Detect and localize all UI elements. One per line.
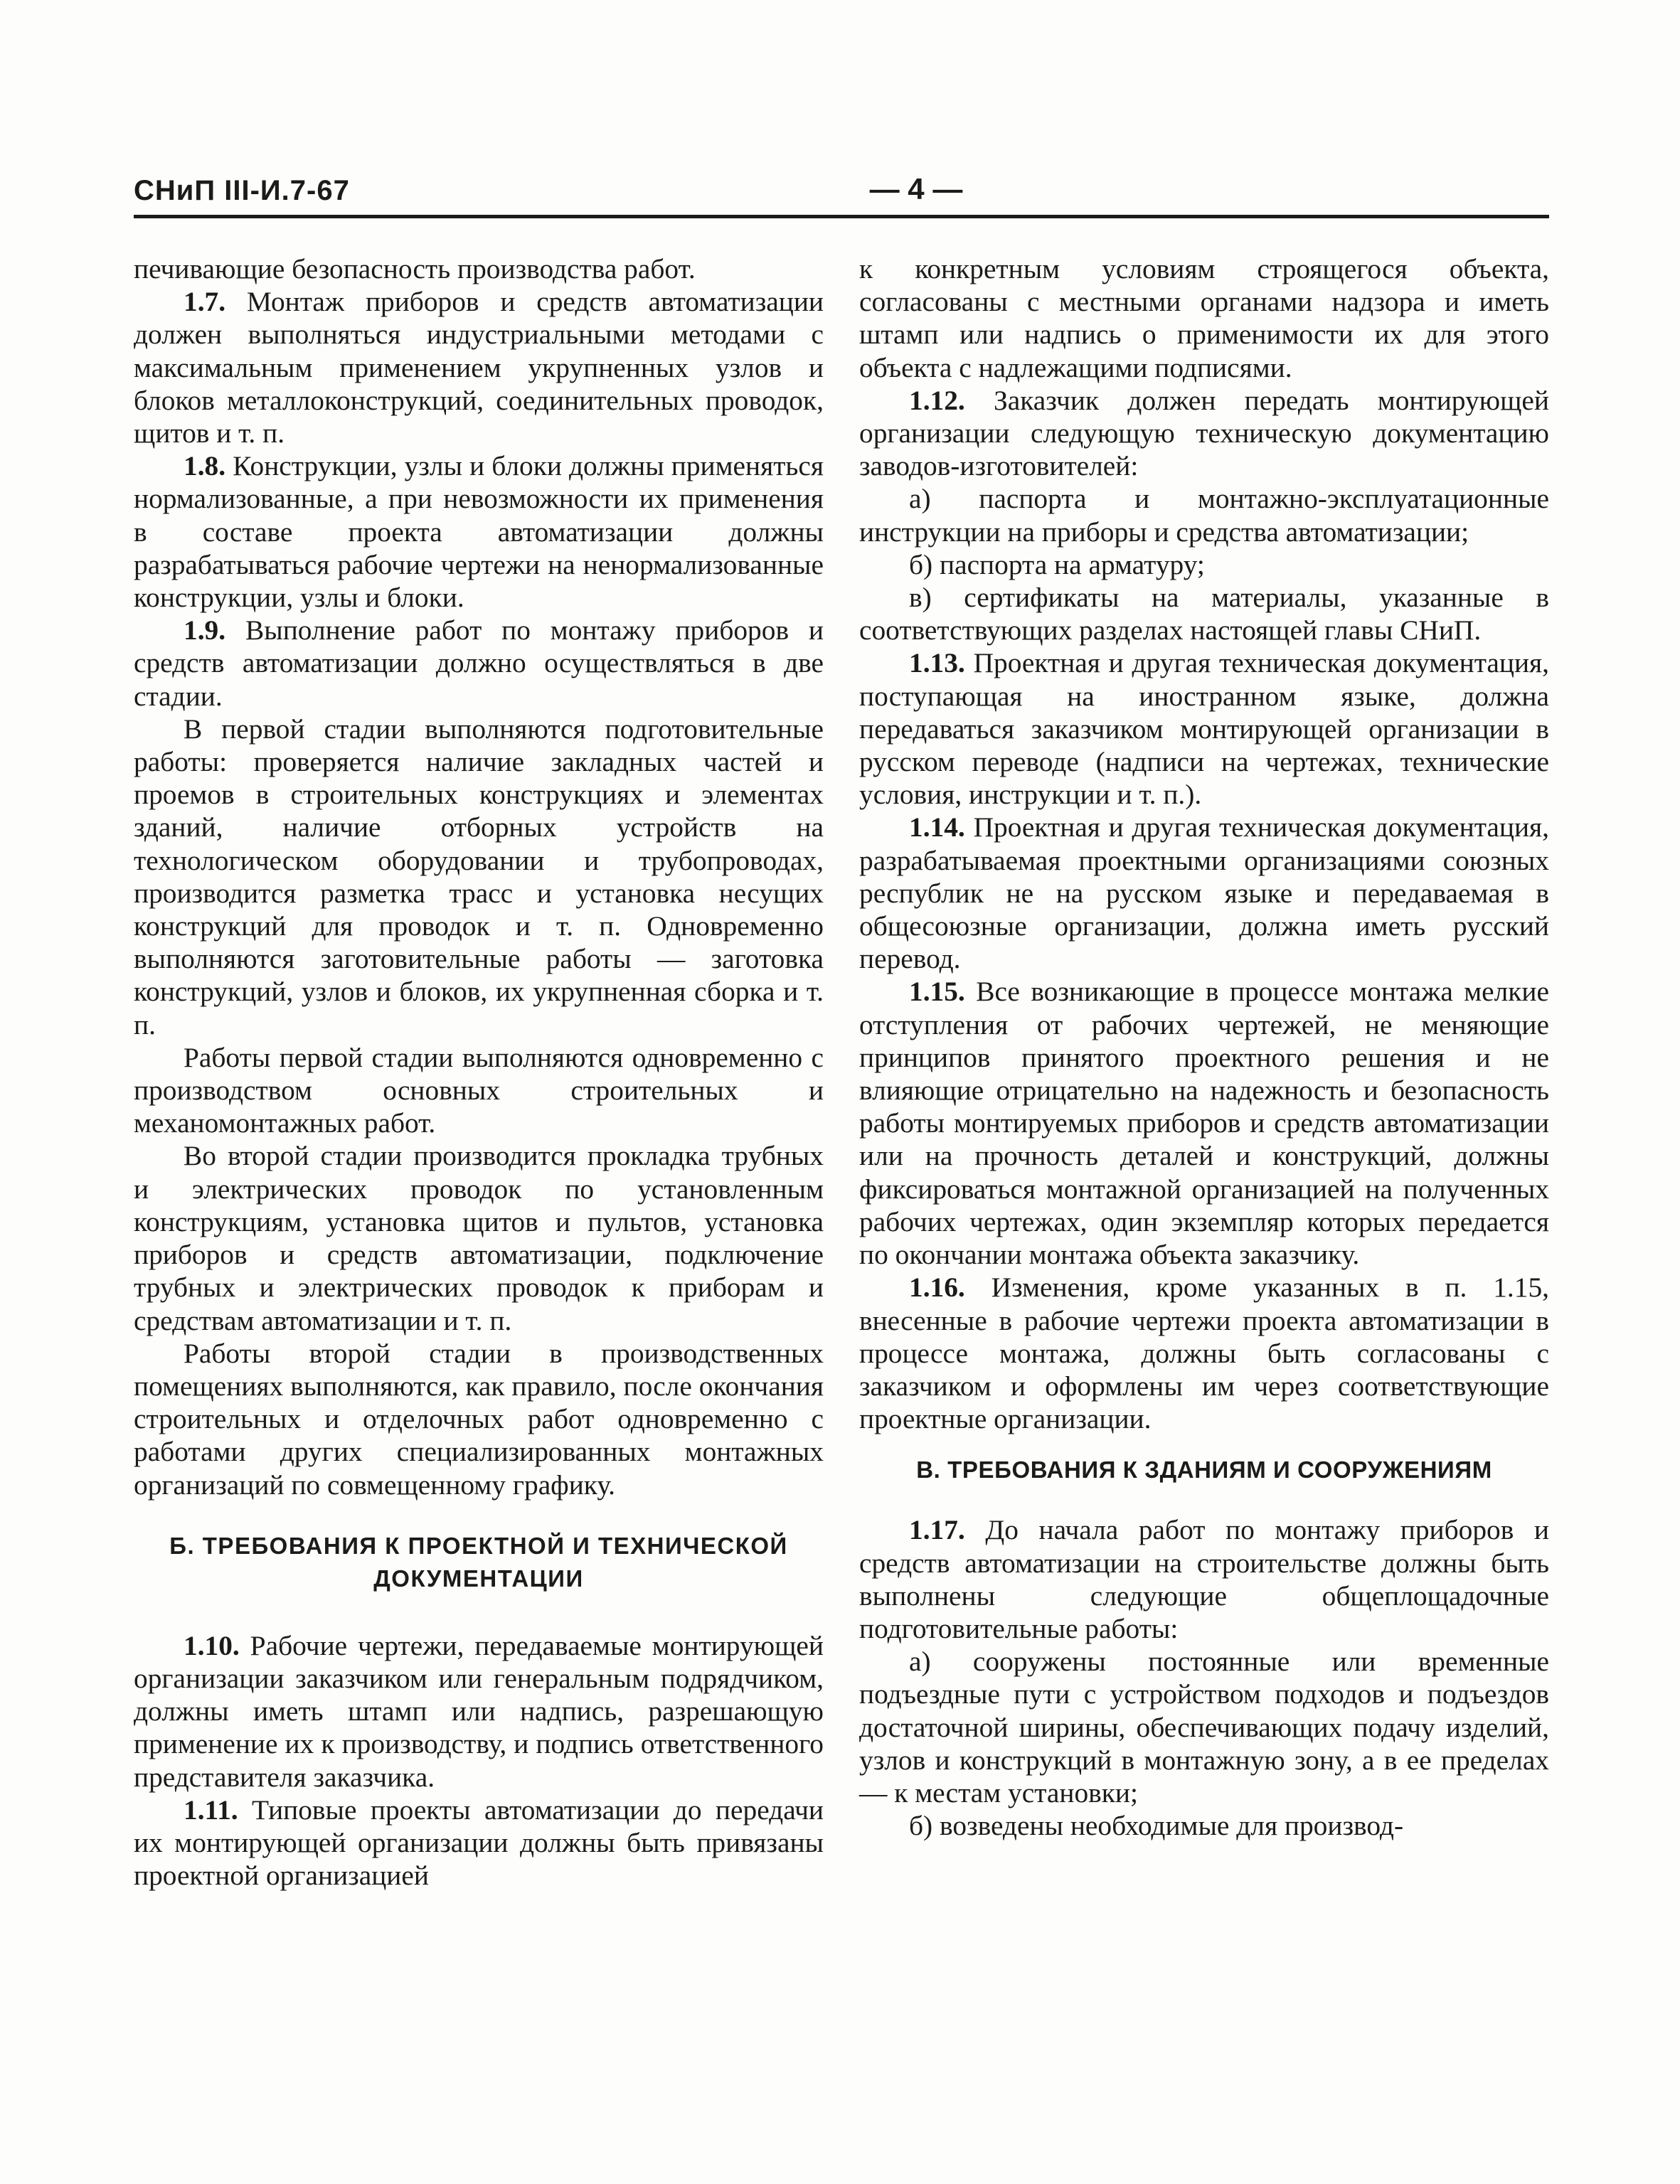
left-column <box>134 252 824 1892</box>
clause-1-12 <box>859 384 1549 483</box>
document-code: СНиП III-И.7-67 <box>134 175 350 206</box>
section-b-heading <box>134 1530 824 1595</box>
clause-1-10 <box>134 1629 824 1794</box>
clause-number: 1.8. <box>184 450 226 482</box>
clause-text: До начала работ по монтажу приборов и средств автоматизации на строительстве должны быть выполнены следующие общеплощадочные подготовительные работы: <box>859 1514 1549 1644</box>
clause-1-13 <box>859 646 1549 811</box>
paragraph: Работы первой стадии выполняются одновременно с производством основных строительных и механомонтажных работ. <box>134 1041 824 1139</box>
paragraph-continuation: печивающие безопасность производства работ. <box>134 253 696 284</box>
paragraph: Во второй стадии производится прокладка трубных и электрических проводок по установленным конструкциям, установка щитов и пультов, установка приборов и средств автоматизации, подключение трубных и электрических проводок к приборам и средствам автоматизации и т. п. <box>134 1140 824 1336</box>
clause-text: Выполнение работ по монтажу приборов и средств автоматизации должно осуществляться в две стадии. <box>134 614 824 712</box>
clause-number: 1.7. <box>184 286 226 318</box>
header-rule <box>134 215 1549 218</box>
section-heading-line: ДОКУМЕНТАЦИИ <box>373 1565 584 1592</box>
clause-text: Типовые проекты автоматизации до передачи их монтирующей организации должны быть привязаны проектной организацией <box>134 1794 824 1892</box>
paragraph-continuation: к конкретным условиям строящегося объекта, согласованы с местными органами надзора и иметь штамп или надпись о применимости их для этого объекта с надлежащими подписями. <box>859 253 1549 383</box>
paragraph: В первой стадии выполняются подготовительные работы: проверяется наличие закладных частей и проемов в строительных конструкциях и элементах зданий, наличие отборных устройств на технологическом оборудовании и трубопроводах, производится разметка трасс и установка несущих конструкций для проводок и т. п. Одновременно выполняются заготовительные работы — заготовка конструкций, узлов и блоков, их укрупненная сборка и т. п. <box>134 713 824 1040</box>
page-header <box>134 168 1556 218</box>
section-v-heading: В. ТРЕБОВАНИЯ К ЗДАНИЯМ И СООРУЖЕНИЯМ <box>916 1456 1492 1483</box>
list-item: а) сооружены постоянные или временные подъездные пути с устройством подходов и подъездов достаточной ширины, обеспечивающих подачу изделий, узлов и конструкций в монтажную зону, а в ее пределах — к местам установки; <box>859 1646 1549 1809</box>
paragraph: Работы второй стадии в производственных помещениях выполняются, как правило, после окончания строительных и отделочных работ одновременно с работами других специализированных монтажных организаций по совмещенному графику. <box>134 1337 824 1501</box>
clause-number: 1.12. <box>909 384 965 416</box>
page-number: — 4 — <box>869 172 963 206</box>
clause-text: Проектная и другая техническая документация, разрабатываемая проектными организациями союзных республик не на русском языке и передаваемая в общесоюзные организации, должна иметь русский перевод. <box>859 811 1549 975</box>
clause-1-17 <box>859 1513 1549 1645</box>
clause-1-9 <box>134 614 824 713</box>
clause-1-15 <box>859 975 1549 1271</box>
clause-1-11 <box>134 1794 824 1892</box>
clause-1-14 <box>859 811 1549 975</box>
clause-number: 1.10. <box>184 1629 240 1661</box>
clause-text: Изменения, кроме указанных в п. 1.15, внесенные в рабочие чертежи проекта автоматизации в процессе монтажа, должны быть согласованы с заказчиком и оформлены им через соответствующие проектные организации. <box>859 1272 1549 1435</box>
clause-text: Проектная и другая техническая документация, поступающая на иностранном языке, должна передаваться заказчиком монтирующей организации в русском переводе (надписи на чертежах, технические условия, инструкции и т. п.). <box>859 647 1549 811</box>
clause-number: 1.14. <box>909 811 965 843</box>
clause-number: 1.11. <box>184 1794 238 1826</box>
list-item: б) возведены необходимые для производ- <box>909 1810 1404 1842</box>
clause-number: 1.15. <box>909 976 965 1008</box>
clause-text: Заказчик должен передать монтирующей организации следующую техническую документацию заводов-изготовителей: <box>859 384 1549 482</box>
clause-1-16 <box>859 1271 1549 1435</box>
clause-text: Монтаж приборов и средств автоматизации должен выполняться индустриальными методами с максимальным применением укрупненных узлов и блоков металлоконструкций, соединительных проводок, щитов и т. п. <box>134 286 824 449</box>
clause-number: 1.17. <box>909 1514 965 1546</box>
clause-text: Рабочие чертежи, передаваемые монтирующей организации заказчиком или генеральным подрядчиком, должны иметь штамп или надпись, разрешающую применение их к производству, и подпись ответственного представителя заказчика. <box>134 1629 824 1793</box>
clause-1-8 <box>134 449 824 614</box>
clause-text: Конструкции, узлы и блоки должны применяться нормализованные, а при невозможности их применения в составе проекта автоматизации должны разрабатываться рабочие чертежи на ненормализованные конструкции, узлы и блоки. <box>134 450 824 614</box>
list-item: б) паспорта на арматуру; <box>909 548 1205 580</box>
section-heading-line: Б. ТРЕБОВАНИЯ К ПРОЕКТНОЙ И ТЕХНИЧЕСКОЙ <box>169 1532 788 1559</box>
clause-text: Все возникающие в процессе монтажа мелкие отступления от рабочих чертежей, не меняющие принципов принятого проектного решения и не влияющие отрицательно на надежность и безопасность работы монтируемых приборов и средств автоматизации или на прочность деталей и конструкций, должны фиксироваться монтажной организацией на полученных рабочих чертежах, один экземпляр которых передается по окончании монтажа объекта заказчику. <box>859 976 1549 1271</box>
clause-number: 1.16. <box>909 1272 965 1304</box>
clause-number: 1.13. <box>909 647 965 679</box>
right-column <box>859 252 1549 1842</box>
list-item: в) сертификаты на материалы, указанные в соответствующих разделах настоящей главы СНиП. <box>859 582 1549 646</box>
list-item: а) паспорта и монтажно-эксплуатационные инструкции на приборы и средства автоматизации; <box>859 483 1549 548</box>
clause-1-7 <box>134 285 824 449</box>
clause-number: 1.9. <box>184 614 226 646</box>
